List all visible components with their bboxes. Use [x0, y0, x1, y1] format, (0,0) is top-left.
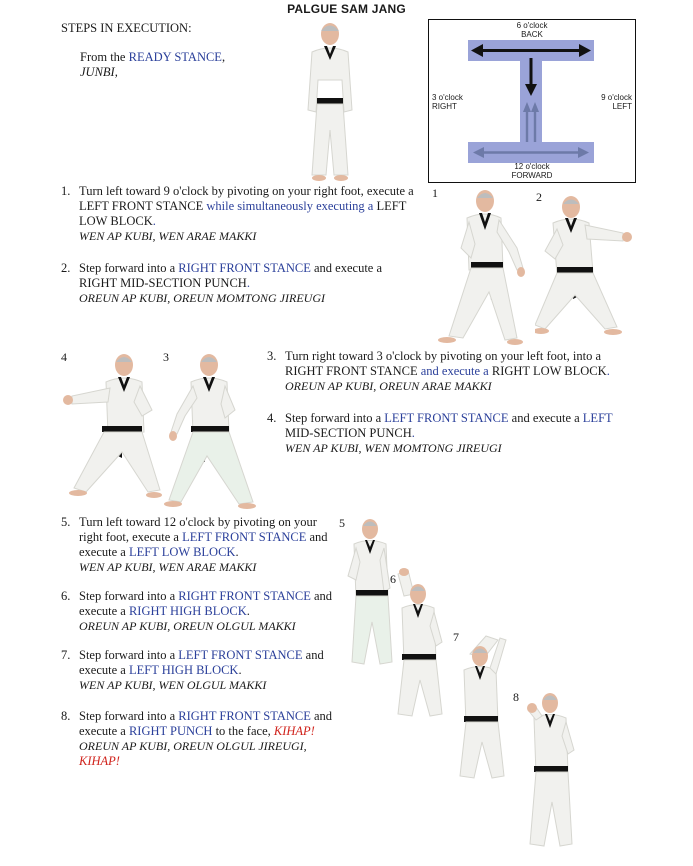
korean-term: OREUN AP KUBI, OREUN MOMTONG JIREUGI — [79, 291, 325, 305]
photo-number-1: 1 — [432, 186, 438, 200]
step-text: Turn left toward 12 o'clock by pivoting on your — [79, 515, 317, 529]
step-text: . — [235, 545, 239, 559]
step-line — [61, 530, 461, 545]
step-number: 4. — [267, 411, 277, 425]
diagram-label-right: 3 o'clock RIGHT — [432, 93, 463, 111]
step-line — [61, 199, 461, 214]
photo-number-2: 2 — [536, 190, 542, 204]
step-number: 2. — [61, 261, 71, 275]
step-text: and — [310, 709, 333, 723]
step-text: Step forward into a — [79, 261, 179, 275]
step-text: MID-SECTION PUNCH — [285, 426, 412, 440]
step-text: and execute a — [310, 261, 383, 275]
step-text: RIGHT MID-SECTION PUNCH — [79, 276, 247, 290]
technique-term: LEFT — [582, 411, 613, 425]
step-text: LOW BLOCK — [79, 214, 153, 228]
step-text: execute a — [79, 724, 129, 738]
photo-number-4: 4 — [61, 350, 67, 364]
technique-term: RIGHT FRONT STANCE — [178, 709, 311, 723]
kihap-text: KIHAP! — [273, 724, 315, 738]
step-text: and — [302, 648, 324, 662]
technique-term: LEFT LOW BLOCK — [128, 545, 236, 559]
step-2-photo — [535, 195, 635, 337]
step-number: 6. — [61, 589, 71, 603]
photo-number-6: 6 — [390, 572, 396, 586]
technique-term: RIGHT FRONT STANCE — [178, 589, 311, 603]
step-4 — [267, 411, 667, 456]
step-number: 7. — [61, 648, 71, 662]
direction-diagram — [428, 19, 636, 183]
photo-number-5: 5 — [339, 516, 345, 530]
step-3 — [267, 349, 667, 394]
step-line — [267, 411, 667, 426]
step-3-photo — [163, 352, 261, 512]
step-text: RIGHT LOW BLOCK — [491, 364, 607, 378]
step-text: Step forward into a — [79, 709, 179, 723]
step-line — [267, 364, 667, 379]
korean-term: OREUN AP KUBI, OREUN OLGUL JIREUGI, — [79, 739, 307, 753]
step-line — [61, 184, 461, 199]
photo-number-3: 3 — [163, 350, 169, 364]
step-text: . — [238, 663, 242, 677]
technique-term: LEFT FRONT STANCE — [384, 411, 509, 425]
technique-term: LEFT FRONT STANCE — [178, 648, 303, 662]
step-number: 3. — [267, 349, 277, 363]
technique-term: RIGHT FRONT STANCE — [178, 261, 311, 275]
korean-term: WEN AP KUBI, WEN OLGUL MAKKI — [79, 678, 267, 692]
technique-term: . — [606, 364, 610, 378]
page-title: PALGUE SAM JANG — [287, 2, 406, 16]
step-text: right foot, execute a — [79, 530, 183, 544]
step-5-photo — [346, 516, 396, 668]
step-1-photo — [433, 188, 531, 348]
step-text: RIGHT FRONT STANCE — [285, 364, 418, 378]
technique-term: and execute a — [417, 364, 492, 378]
step-text: to the face, — [212, 724, 274, 738]
step-line — [61, 515, 461, 530]
step-number: 8. — [61, 709, 71, 723]
step-text: Step forward into a — [79, 648, 179, 662]
photo-number-7: 7 — [453, 630, 459, 644]
step-text: LEFT FRONT STANCE — [79, 199, 204, 213]
technique-term: while simultaneously executing a — [203, 199, 377, 213]
step-5 — [61, 515, 461, 575]
technique-term: . — [246, 276, 250, 290]
step-line — [61, 261, 461, 276]
ready-stance-photo — [300, 20, 360, 185]
step-text: Turn left toward 9 o'clock by pivoting on your right foot, execute a — [79, 184, 414, 198]
step-text: . — [246, 604, 250, 618]
step-line — [61, 276, 461, 291]
step-line — [61, 214, 461, 229]
korean-term: OREUN AP KUBI, OREUN ARAE MAKKI — [285, 379, 492, 393]
intro-text: From the READY STANCE, JUNBI, — [80, 50, 226, 79]
step-line — [267, 426, 667, 441]
korean-term: WEN AP KUBI, WEN ARAE MAKKI — [79, 229, 257, 243]
step-text: execute a — [79, 663, 129, 677]
step-text: LEFT — [376, 199, 407, 213]
step-text: and execute a — [508, 411, 583, 425]
step-text: Step forward into a — [79, 589, 179, 603]
step-text: execute a — [79, 545, 129, 559]
technique-term: LEFT FRONT STANCE — [182, 530, 307, 544]
diagram-label-left: 9 o'clock LEFT — [601, 93, 632, 111]
korean-term: OREUN AP KUBI, OREUN OLGUL MAKKI — [79, 619, 296, 633]
steps-heading: STEPS IN EXECUTION: — [61, 21, 192, 35]
step-text: and — [306, 530, 328, 544]
technique-term: LEFT HIGH BLOCK — [128, 663, 239, 677]
technique-term: RIGHT HIGH BLOCK — [128, 604, 247, 618]
step-text: Turn right toward 3 o'clock by pivoting on your left foot, into a — [285, 349, 601, 363]
korean-term: WEN AP KUBI, WEN ARAE MAKKI — [79, 560, 257, 574]
photo-number-8: 8 — [513, 690, 519, 704]
kihap-text: KIHAP! — [79, 754, 120, 768]
diagram-label-forward: 12 o'clock FORWARD — [511, 162, 553, 180]
step-number: 5. — [61, 515, 71, 529]
technique-term: RIGHT PUNCH — [128, 724, 213, 738]
step-6-photo — [392, 568, 448, 720]
technique-term: . — [411, 426, 415, 440]
step-text: and — [310, 589, 333, 603]
diagram-label-back: 6 o'clock BACK — [516, 21, 548, 39]
korean-term: WEN AP KUBI, WEN MOMTONG JIREUGI — [285, 441, 502, 455]
technique-term: . — [152, 214, 156, 228]
step-4-photo — [62, 352, 162, 500]
step-number: 1. — [61, 184, 71, 198]
step-line — [61, 545, 461, 560]
step-line — [267, 349, 667, 364]
step-8-photo — [522, 690, 578, 852]
step-1 — [61, 184, 461, 244]
step-2 — [61, 261, 461, 306]
step-text: Step forward into a — [285, 411, 385, 425]
step-7-photo — [456, 630, 512, 782]
step-line — [61, 724, 461, 739]
step-text: execute a — [79, 604, 129, 618]
